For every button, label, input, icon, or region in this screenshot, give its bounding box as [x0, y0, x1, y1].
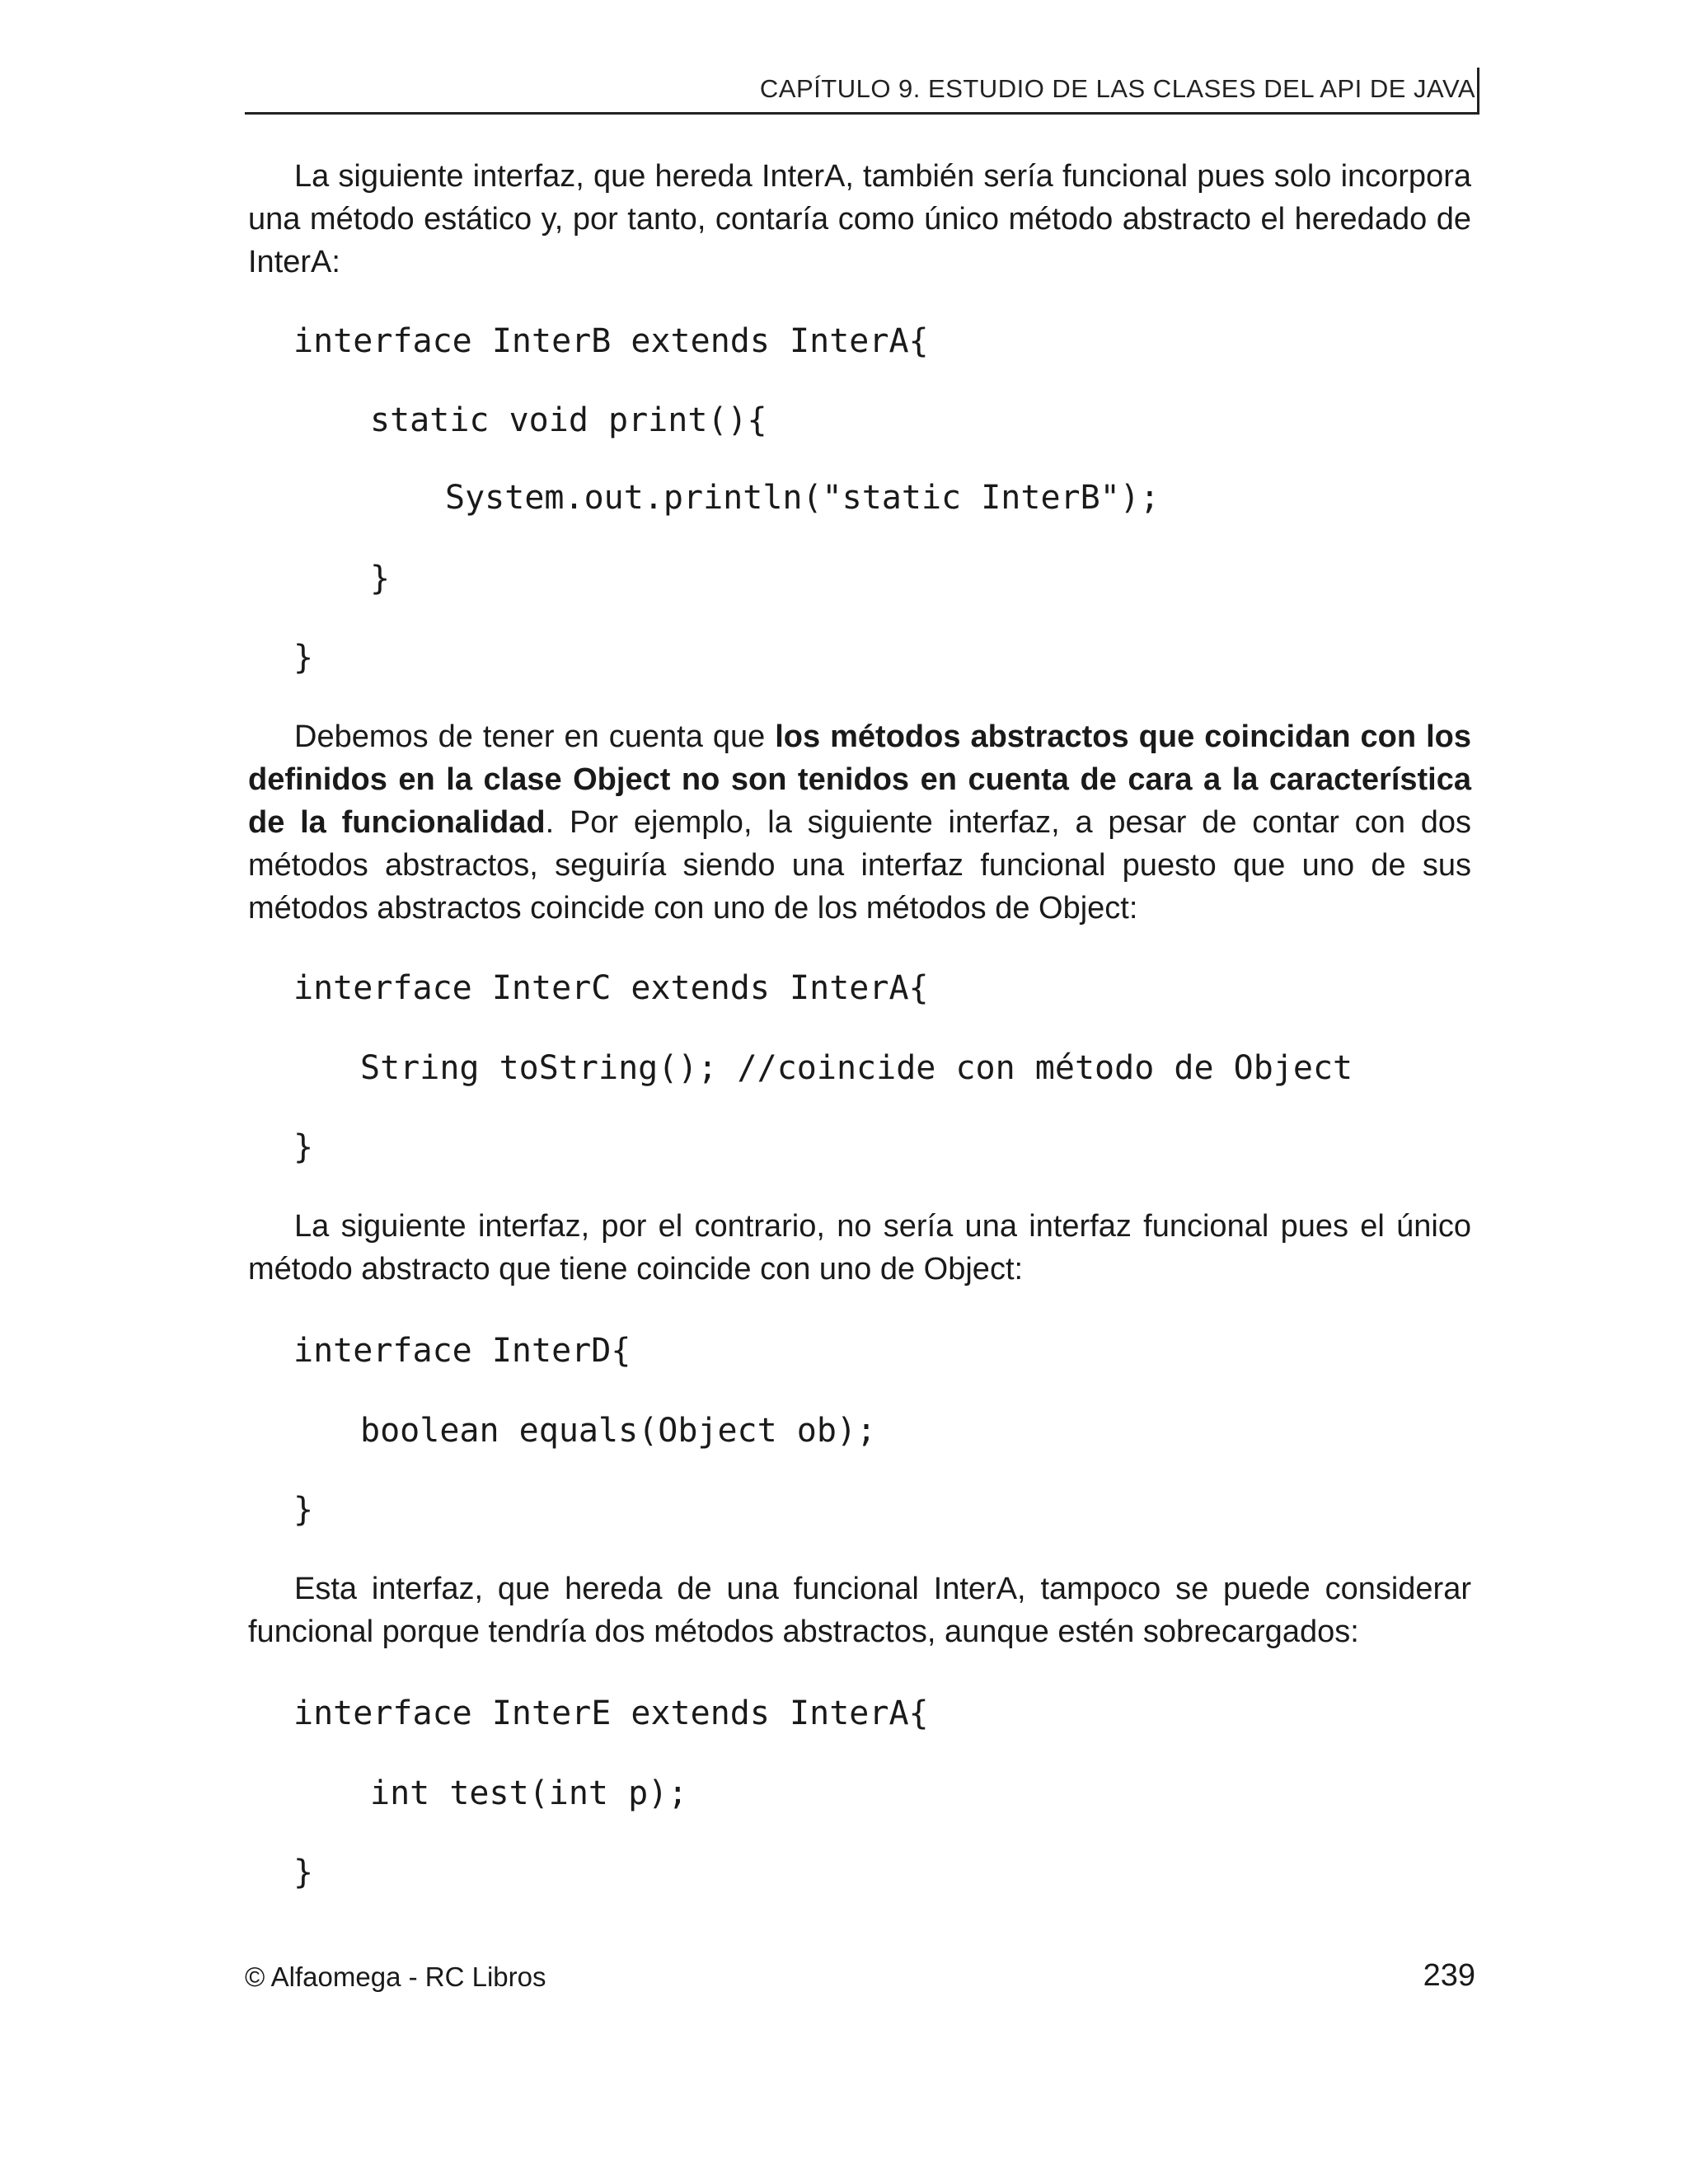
code-line: } [293, 639, 314, 677]
paragraph-2-bold: los métodos abstractos que coincidan con los definidos en la clase Object no son tenidos en cuenta de cara a la característica de la funcionalidad [248, 719, 1472, 840]
paragraph-2: Debemos de tener en cuenta que los métodos abstractos que coincidan con los definidos en la clase Object no son tenidos en cuenta de cara a la característica de la funcionalidad. Por ejemplo, la siguiente interfaz, a pesar de contar con dos métodos abstractos, seguiría siendo una interfaz funcional puesto que uno de sus métodos abstractos coincide con uno de los métodos de Object: [248, 719, 1472, 926]
code-line: } [293, 1491, 314, 1529]
code-line: interface InterD{ [293, 1332, 631, 1370]
code-line: interface InterC extends InterA{ [293, 969, 929, 1007]
paragraph-4: Esta interfaz, que hereda de una funcional InterA, tampoco se puede considerar funcional porque tendría dos métodos abstractos, aunque estén sobrecargados: [248, 1572, 1471, 1649]
code-line: } [370, 560, 391, 598]
header-tick [1477, 68, 1479, 115]
code-line: } [293, 1854, 314, 1891]
code-line: String toString(); //coincide con método de Object [360, 1049, 1353, 1087]
chapter-header: CAPÍTULO 9. ESTUDIO DE LAS CLASES DEL API DE JAVA [759, 74, 1475, 103]
page-number: 239 [1423, 1958, 1475, 1993]
code-line: interface InterE extends InterA{ [293, 1694, 929, 1732]
code-line: boolean equals(Object ob); [360, 1412, 877, 1450]
code-line: static void print(){ [370, 401, 767, 439]
code-line: } [293, 1128, 314, 1166]
footer-copyright: © Alfaomega - RC Libros [245, 1961, 546, 1992]
code-line: int test(int p); [370, 1774, 688, 1812]
paragraph-3: La siguiente interfaz, por el contrario, no sería una interfaz funcional pues el único método abstracto que tiene coincide con uno de Object: [248, 1209, 1471, 1286]
paragraph-1: La siguiente interfaz, que hereda InterA, también sería funcional pues solo incorpora una método estático y, por tanto, contaría como único método abstracto el heredado de InterA: [248, 159, 1471, 279]
header-rule [245, 112, 1479, 115]
code-line: interface InterB extends InterA{ [293, 322, 929, 360]
code-line: System.out.println("static InterB"); [445, 479, 1160, 517]
